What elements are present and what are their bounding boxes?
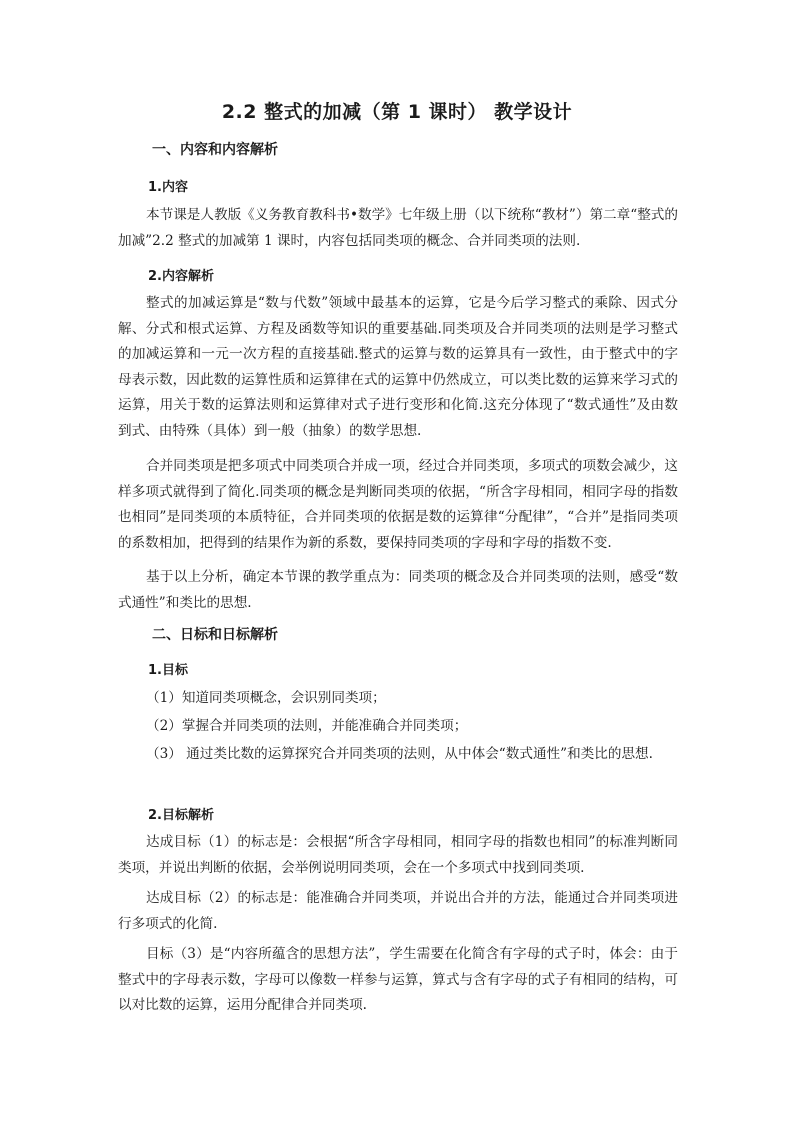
paragraph-analysis-1: 整式的加减运算是“数与代数”领域中最基本的运算，它是今后学习整式的乘除、因式分解、分式和根式运算、方程及函数等知识的重要基础.同类项及合并同类项的法则是学习整式的加减运算和一元一次方程的直接基础.整式的运算与数的运算具有一致性，由于整式中的字母表示数，因此数的运算性质和运算律在式的运算中仍然成立，可以类比数的运算来学习式的运算，用关于数的运算法则和运算律对式子进行变形和化简.这充分体现了“数式通性”及由数到式、由特殊（具体）到一般（抽象）的数学思想. bbox=[118, 295, 678, 439]
goal-item-2: （2）掌握合并同类项的法则，并能准确合并同类项； bbox=[146, 718, 468, 734]
subheading-content: 1.内容 bbox=[148, 180, 188, 195]
goal-item-1: （1）知道同类项概念，会识别同类项； bbox=[146, 690, 386, 706]
section-heading-content: 一、内容和内容解析 bbox=[152, 142, 278, 158]
subheading-goals: 1.目标 bbox=[148, 663, 188, 678]
paragraph-goal-analysis-2: 达成目标（2）的标志是：能准确合并同类项，并说出合并的方法，能通过合并同类项进行多项式的化简. bbox=[118, 890, 678, 932]
subheading-content-analysis: 2.内容解析 bbox=[148, 269, 214, 284]
paragraph-analysis-3: 基于以上分析，确定本节课的教学重点为：同类项的概念及合并同类项的法则，感受“数式通性”和类比的思想. bbox=[118, 569, 678, 611]
paragraph-goal-analysis-1: 达成目标（1）的标志是：会根据“所含字母相同，相同字母的指数也相同”的标准判断同类项，并说出判断的依据，会举例说明同类项，会在一个多项式中找到同类项. bbox=[118, 834, 678, 876]
paragraph-analysis-2: 合并同类项是把多项式中同类项合并成一项，经过合并同类项，多项式的项数会减少，这样多项式就得到了简化.同类项的概念是判断同类项的依据，“所含字母相同，相同字母的指数也相同”是同类项的本质特征，合并同类项的依据是数的运算律“分配律”，“合并”是指同类项的系数相加，把得到的结果作为新的系数，要保持同类项的字母和字母的指数不变. bbox=[118, 458, 678, 551]
document-title: 2.2 整式的加减（第 1 课时） 教学设计 bbox=[221, 101, 573, 123]
goal-item-3: （3） 通过类比数的运算探究合并同类项的法则，从中体会“数式通性”和类比的思想. bbox=[146, 746, 653, 762]
subheading-goal-analysis: 2.目标解析 bbox=[148, 808, 214, 823]
section-heading-goals: 二、日标和日标解析 bbox=[152, 627, 278, 643]
paragraph-content-intro: 本节课是人教版《义务教育教科书•数学》七年级上册（以下统称“教材”）第二章“整式的加减”2.2 整式的加减第 1 课时，内容包括同类项的概念、合并同类项的法则. bbox=[118, 207, 678, 249]
paragraph-goal-analysis-3: 目标（3）是“内容所蕴含的思想方法”，学生需要在化简含有字母的式子时，体会：由于整式中的字母表示数，字母可以像数一样参与运算，算式与含有字母的式子有相同的结构，可以对比数的运算，运用分配律合并同类项. bbox=[118, 946, 678, 1014]
